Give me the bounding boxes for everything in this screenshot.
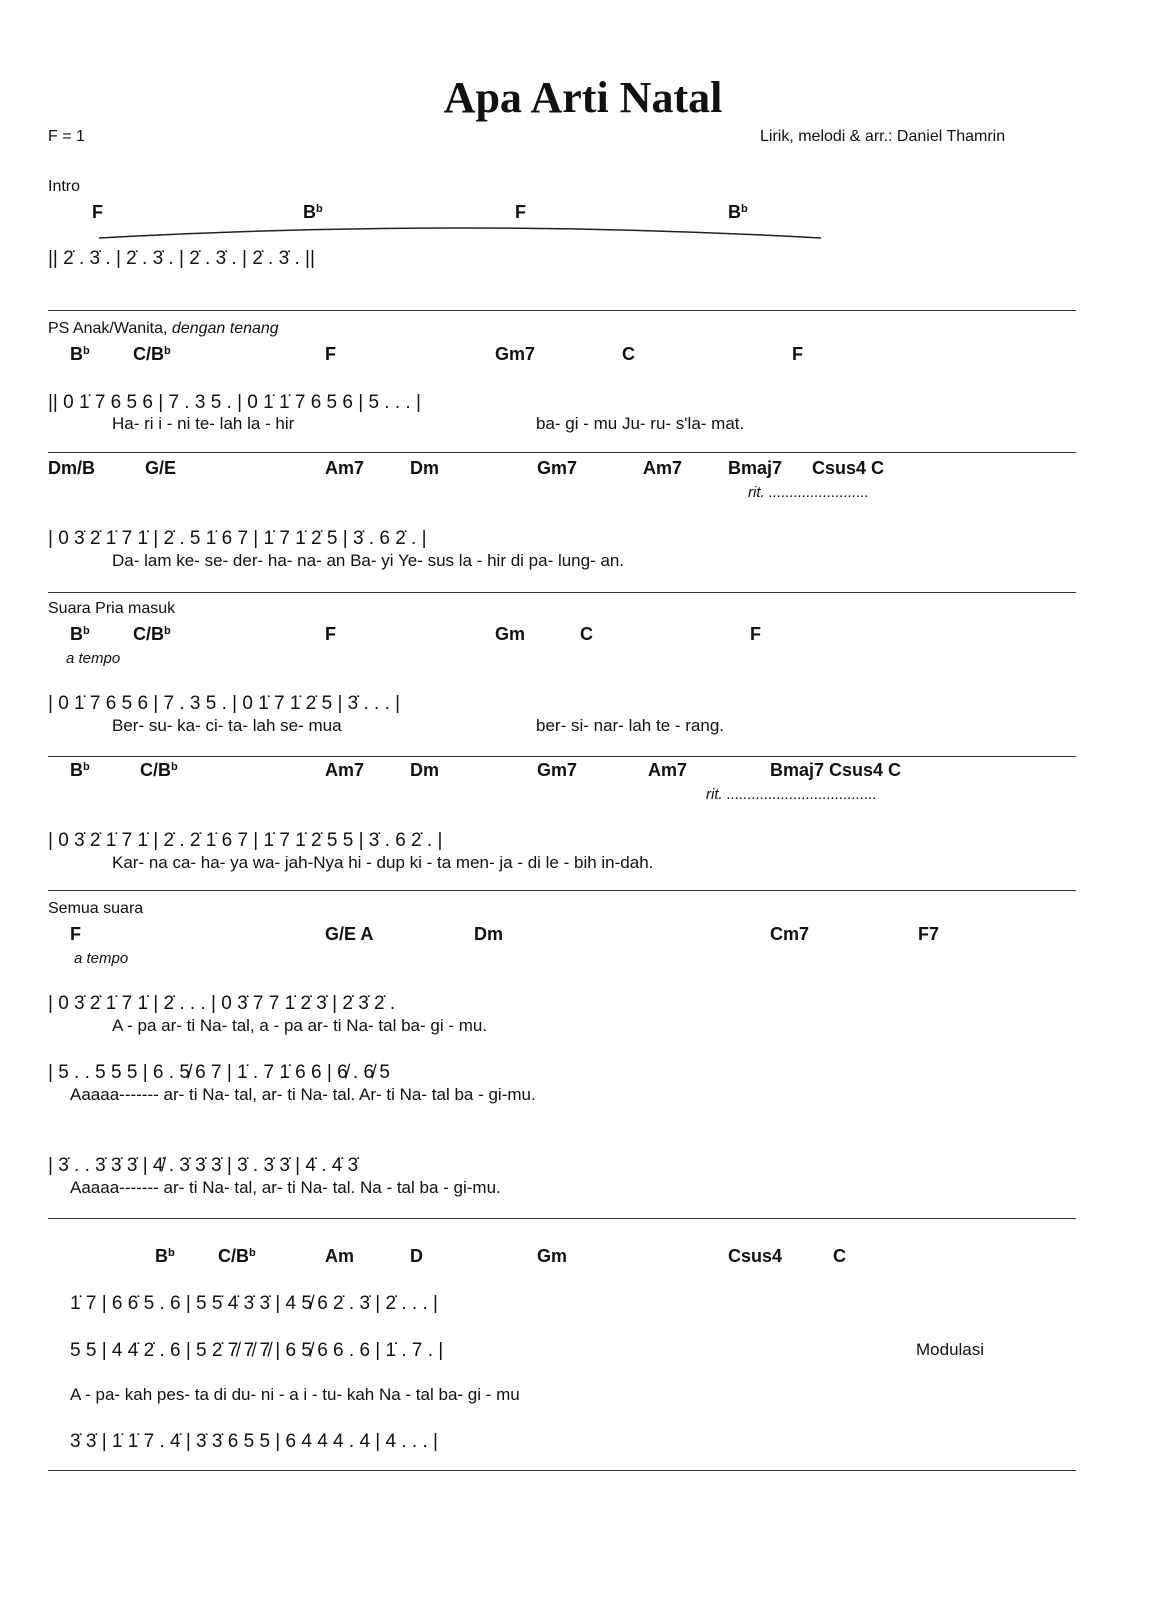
intro-chord: F [515, 202, 526, 222]
divider [48, 890, 1076, 891]
intro-chord: $B^b$ [728, 202, 748, 222]
lyric-line: Ha- ri i - ni te- lah la - hir [112, 414, 295, 433]
notes-line: 1̇ 7 | 6 6̇ 5 . 6 | 5 5̇ 4̇ 3̇ 3̇ | 4 5̸ 6 2̇ . 3̇ | 2̇ . . . | [70, 1293, 438, 1314]
chord: Bmaj7 Csus4 C [770, 760, 902, 780]
tempo-marking: a tempo [66, 650, 121, 667]
chord: G/E A [325, 924, 374, 944]
divider [48, 452, 1076, 453]
chord: Csus4 C [812, 458, 885, 478]
rit-marking: rit. .................................... [706, 786, 877, 803]
chord: F [70, 924, 81, 944]
lyric-line: ber- si- nar- lah te - rang. [536, 716, 725, 735]
chord: C [580, 624, 593, 644]
intro-chord: $B^b$ [303, 202, 323, 222]
chord: Gm [495, 624, 526, 644]
lyric-line: ba- gi - mu Ju- ru- s'la- mat. [536, 414, 745, 433]
chord: C [833, 1246, 846, 1266]
chord: D [410, 1246, 423, 1266]
lyric-line: Kar- na ca- ha- ya wa- jah-Nya hi - dup ki - ta men- ja - di le - bih in-dah. [112, 853, 654, 872]
chord: Dm [474, 924, 504, 944]
intro-slur [95, 222, 825, 242]
chord: $C/B^b$ [133, 624, 171, 644]
chord: Bmaj7 [728, 458, 783, 478]
chord: Am7 [325, 760, 365, 780]
chord: $B^b$ [155, 1246, 175, 1266]
chord: Gm7 [537, 760, 578, 780]
divider [48, 1218, 1076, 1219]
credit-line: Lirik, melodi & arr.: Daniel Thamrin [760, 128, 1006, 145]
chord: $B^b$ [70, 624, 90, 644]
intro-chord: F [92, 202, 103, 222]
chord: F [750, 624, 761, 644]
lyric-line: Ber- su- ka- ci- ta- lah se- mua [112, 716, 342, 735]
chord: Am [325, 1246, 355, 1266]
chord: Dm [410, 760, 440, 780]
chord: Gm [537, 1246, 568, 1266]
lyric-line: Aaaaa------- ar- ti Na- tal, ar- ti Na- tal. Ar- ti Na- tal ba - gi-mu. [70, 1085, 536, 1104]
lyric-line: Da- lam ke- se- der- ha- na- an Ba- yi Ye- sus la - hir di pa- lung- an. [112, 551, 625, 570]
key-signature: F = 1 [48, 128, 85, 145]
notes-line: | 0 3̇ 2̇ 1̇ 7 1̇ | 2̇ . 5 1̇ 6 7 | 1̇ 7 1̇ 2̇ 5 | 3̇ . 6 2̇ . | [48, 528, 427, 549]
chord: F [792, 344, 803, 364]
tempo-marking: a tempo [74, 950, 129, 967]
divider [48, 592, 1076, 593]
chord: Am7 [325, 458, 365, 478]
chord: F [325, 344, 336, 364]
section-label: PS Anak/Wanita, dengan tenang [48, 320, 279, 337]
rit-marking: rit. ........................ [748, 484, 869, 501]
intro-notes: || 2̇ . 3̇ . | 2̇ . 3̇ . | 2̇ . 3̇ . | 2̇ . 3̇ . || [48, 248, 315, 269]
lyric-line: A - pa ar- ti Na- tal, a - pa ar- ti Na- tal ba- gi - mu. [112, 1016, 488, 1035]
notes-line: | 0 3̇ 2̇ 1̇ 7 1̇ | 2̇ . 2̇ 1̇ 6 7 | 1̇ 7 1̇ 2̇ 5 5 | 3̇ . 6 2̇ . | [48, 830, 443, 851]
notes-line: | 3̇ . . 3̇ 3̇ 3̇ | 4̸̇ . 3̇ 3̇ 3̇ | 3̇ . 3̇ 3̇ | 4̇ . 4̇ 3̇ [48, 1155, 359, 1176]
notes-line: | 0 3̇ 2̇ 1̇ 7 1̇ | 2̇ . . . | 0 3̇ 7 7 1̇ 2̇ 3̇ | 2̇ 3̇ 2̇ . [48, 993, 396, 1014]
chord: Csus4 [728, 1246, 783, 1266]
chord: Am7 [643, 458, 683, 478]
chord: Gm7 [537, 458, 578, 478]
intro-label: Intro [48, 178, 81, 195]
section-label: Semua suara [48, 900, 144, 917]
divider [48, 310, 1076, 311]
notes-line: | 0 1̇ 7 6 5 6 | 7 . 3 5 . | 0 1̇ 7 1̇ 2̇ 5 | 3̇ . . . | [48, 693, 401, 714]
section-label: Suara Pria masuk [48, 600, 176, 617]
notes-line: | 5 . . 5 5 5 | 6 . 5̸ 6 7 | 1̇ . 7 1̇ 6 6 | 6̸ . 6̸ 5 [48, 1062, 390, 1083]
chord: Cm7 [770, 924, 810, 944]
chord: Dm/B [48, 458, 96, 478]
chord: F7 [918, 924, 940, 944]
chord: $B^b$ [70, 344, 90, 364]
chord: Am7 [648, 760, 688, 780]
chord: F [325, 624, 336, 644]
chord: C [622, 344, 635, 364]
chord: $B^b$ [70, 760, 90, 780]
notes-line: || 0 1̇ 7 6 5 6 | 7 . 3 5 . | 0 1̇ 1̇ 7 6 5 6 | 5 . . . | [48, 392, 421, 413]
chord: $C/B^b$ [133, 344, 171, 364]
chord: $C/B^b$ [218, 1246, 256, 1266]
divider [48, 756, 1076, 757]
lyric-line: Aaaaa------- ar- ti Na- tal, ar- ti Na- tal. Na - tal ba - gi-mu. [70, 1178, 501, 1197]
notes-line: 5 5 | 4 4̇ 2̇ . 6 | 5 2̇ 7̸ 7̸ 7̸ | 6 5̸ 6 6 . 6 | 1̇ . 7 . | [70, 1340, 444, 1361]
chord: G/E [145, 458, 177, 478]
lyric-line: A - pa- kah pes- ta di du- ni - a i - tu- kah Na - tal ba- gi - mu [70, 1385, 520, 1404]
notes-line: 3̇ 3̇ | 1̇ 1̇ 7 . 4̇ | 3̇ 3̇ 6 5 5 | 6 4 4 4 . 4 | 4 . . . | [70, 1431, 438, 1452]
divider [48, 1470, 1076, 1471]
song-title: Apa Arti Natal [443, 73, 723, 122]
chord: Gm7 [495, 344, 536, 364]
chord: Dm [410, 458, 440, 478]
chord: $C/B^b$ [140, 760, 178, 780]
modulation-marking: Modulasi [916, 1340, 985, 1359]
